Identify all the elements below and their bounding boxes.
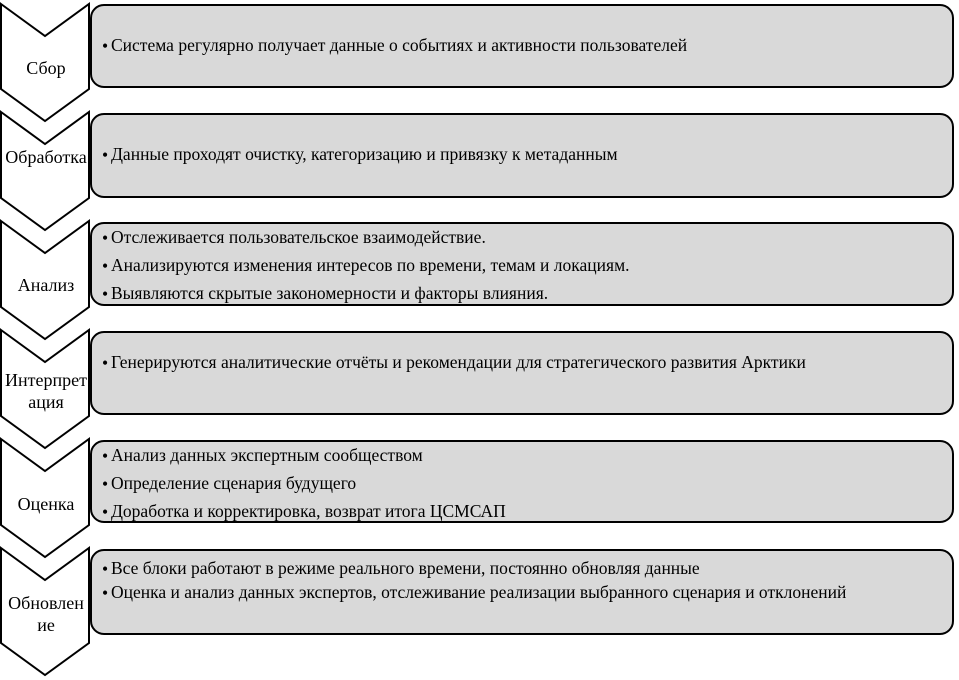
bullet-text: Оценка и анализ данных экспертов, отслеживание реализации выбранного сценария и отклонений (111, 582, 847, 602)
stage-label-processing: Обработка (5, 147, 87, 167)
description-box-analysis (90, 222, 954, 306)
bullet-item (102, 143, 942, 167)
bullet-icon: • (102, 474, 109, 494)
bullet-icon: • (102, 559, 109, 579)
bullet-item (102, 254, 942, 278)
bullet-text: Отслеживается пользовательское взаимодействие. (111, 227, 486, 247)
bullet-item (102, 226, 942, 250)
description-box-collect (90, 4, 954, 88)
bullet-icon: • (102, 446, 109, 466)
bullet-text: Все блоки работают в режиме реального времени, постоянно обновляя данные (111, 558, 700, 578)
stage-label-interpretation: Интерпретация (5, 370, 87, 412)
bullet-text: Анализируются изменения интересов по времени, темам и локациям. (111, 255, 630, 275)
description-box-update (90, 549, 954, 635)
bullet-item (102, 444, 942, 468)
bullet-icon: • (102, 256, 109, 276)
description-box-evaluation (90, 440, 954, 523)
bullet-item (102, 351, 942, 375)
bullet-text: Выявляются скрытые закономерности и факторы влияния. (111, 283, 549, 303)
bullet-item (102, 557, 942, 581)
bullet-item (102, 581, 942, 605)
bullet-text: Данные проходят очистку, категоризацию и привязку к метаданным (111, 144, 618, 164)
bullet-icon: • (102, 353, 109, 373)
bullet-item (102, 34, 942, 58)
bullet-icon: • (102, 284, 109, 304)
bullet-item (102, 472, 942, 496)
bullet-text: Система регулярно получает данные о событиях и активности пользователей (111, 35, 688, 55)
bullet-item (102, 282, 942, 306)
bullet-text: Генерируются аналитические отчёты и рекомендации для стратегического развития Арктики (111, 352, 806, 372)
stage-label-analysis: Анализ (17, 275, 75, 295)
bullet-icon: • (102, 145, 109, 165)
stage-label-update: Обновление (8, 593, 84, 635)
bullet-icon: • (102, 583, 109, 603)
bullet-item (102, 500, 942, 523)
bullet-text: Доработка и корректировка, возврат итога ЦСМСАП (111, 501, 506, 521)
bullet-icon: • (102, 36, 109, 56)
description-box-processing (90, 113, 954, 198)
bullet-text: Анализ данных экспертным сообществом (111, 445, 423, 465)
chevron-processing (1, 112, 89, 230)
bullet-text: Определение сценария будущего (111, 473, 357, 493)
description-box-interpretation (90, 331, 954, 415)
stage-label-collect: Сбор (26, 58, 66, 78)
stage-label-evaluation: Оценка (17, 494, 75, 514)
bullet-icon: • (102, 502, 109, 522)
bullet-icon: • (102, 228, 109, 248)
